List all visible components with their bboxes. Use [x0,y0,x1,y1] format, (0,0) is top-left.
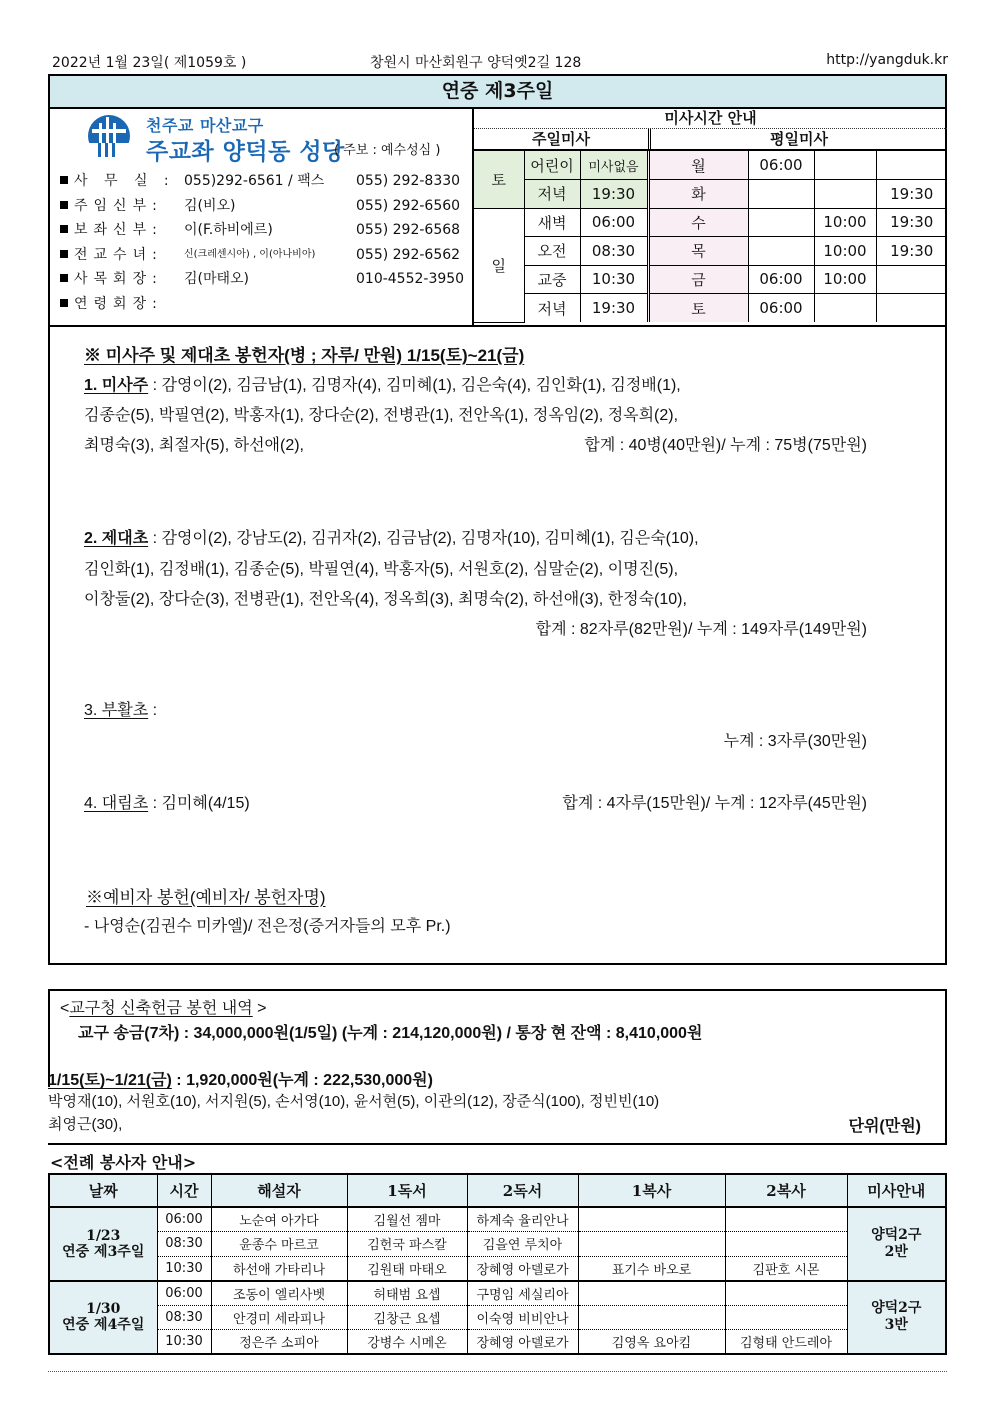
catechumen-line: - 나영순(김권수 미카엘)/ 전은정(증거자들의 모후 Pr.) [84,918,451,935]
mass-name: 어린이 [524,151,580,180]
bottom-divider [48,1371,947,1372]
bullet-icon [60,274,68,282]
period-label: 1/15(토)~1/21(금) [48,1072,172,1089]
server2-cell: 김판호 시몬 [725,1256,847,1281]
wine-donors-line: 김종순(5), 박필연(2), 박홍자(1), 장다순(2), 전병관(1), 전안옥(1), 정옥임(2), 정옥희(2), [84,407,679,424]
issue-date: 2022년 1월 23일( 제1059호 ) [52,55,247,71]
donations-section [50,325,945,935]
period-offering [48,1067,433,1090]
mass-time: 08:30 [580,237,648,266]
candle-donors: : 감영이(2), 강남도(2), 김귀자(2), 김금남(2), 김명자(10), 김미혜(1), 김은숙(10), [148,530,699,547]
weekday-time [876,294,947,323]
mass-row [474,180,947,209]
weekday-time: 10:00 [814,208,876,237]
weekday-label: 수 [648,208,748,237]
date-line: 1/23 [86,1227,121,1244]
mass-name: 교중 [524,265,580,294]
page-title: 연중 제3주일 [50,76,945,109]
mass-name: 새벽 [524,208,580,237]
parish-info [50,109,474,325]
bullet-icon [60,201,68,209]
reading1-cell: 김헌국 파스칼 [347,1232,467,1257]
sunday-mass-header: 주일미사 [474,129,651,149]
mass-time: 19:30 [580,180,648,209]
reading2-cell: 하계숙 율리안나 [467,1207,578,1232]
diocese-remit: 교구 송금(7차) : 34,000,000원(1/5일) (누계 : 214,120,000원) / 통장 현 잔액 : 8,410,000원 [78,1025,703,1042]
weekday-time: 10:00 [814,265,876,294]
mass-schedule-title: 미사시간 안내 [474,109,947,129]
reading2-cell: 장혜영 아델로가 [467,1256,578,1281]
table-row [49,1207,946,1232]
guide-line: 2반 [884,1243,908,1260]
sunday-label: 일 [474,208,524,322]
server1-cell: 김영옥 요아킴 [578,1330,725,1355]
server1-cell: 표기수 바오로 [578,1256,725,1281]
weekday-time [814,151,876,180]
staff-row: 연령회장: [60,292,470,317]
bullet-icon [60,250,68,258]
church-address: 창원시 마산회원구 양덕옛2길 128 [370,55,582,71]
saturday-label: 토 [474,151,524,208]
time-cell: 06:00 [157,1281,211,1306]
date-line: 연중 제3주일 [62,1243,145,1260]
server2-cell [725,1281,847,1306]
unit-label: 단위(만원) [848,1118,921,1135]
col-server2: 2복사 [725,1174,847,1207]
bullet-icon [60,176,68,184]
table-row [49,1232,946,1257]
server1-cell [578,1305,725,1330]
reading1-cell: 김원태 마태오 [347,1256,467,1281]
commentator-cell: 노순여 아가다 [211,1207,347,1232]
mass-time: 19:30 [580,294,648,323]
server1-cell [578,1207,725,1232]
server2-cell [725,1207,847,1232]
diocese-offering-box [48,989,947,1145]
mass-row [474,294,947,323]
mass-name: 저녁 [524,294,580,323]
mass-schedule-subheader [474,129,947,151]
weekday-label: 목 [648,237,748,266]
commentator-cell: 정은주 소피아 [211,1330,347,1355]
weekday-time [748,180,814,209]
weekday-time [876,265,947,294]
mass-guide-cell [847,1207,946,1281]
bullet-icon [60,299,68,307]
mass-row [474,208,947,237]
parish-name: 주교좌 양덕동 성당 [146,139,345,165]
weekday-label: 금 [648,265,748,294]
mass-row [474,151,947,180]
guide-line: 양덕2구 [871,1300,922,1317]
paschal-donors: : [148,702,158,719]
period-amount: : 1,920,000원(누계 : 222,530,000원) [171,1072,433,1089]
wine-donors: : 감영이(2), 김금남(1), 김명자(4), 김미혜(1), 김은숙(4), 김인화(1), 김정배(1), [148,377,681,394]
time-cell: 06:00 [157,1207,211,1232]
guide-line: 3반 [884,1317,908,1334]
main-box [48,74,947,965]
reading1-cell: 김창근 요셉 [347,1305,467,1330]
col-reading2: 2독서 [467,1174,578,1207]
bulletin-header [52,50,948,72]
staff-row: 사 무 실 : 055)292-6561 / 팩스 055) 292-8330 [60,169,470,194]
wine-total: 합계 : 40병(40만원)/ 누계 : 75병(75만원) [584,437,867,454]
weekday-time: 06:00 [748,151,814,180]
diocese-name: 천주교 마산교구 [146,116,264,135]
col-server1: 1복사 [578,1174,725,1207]
mass-guide-cell [847,1281,946,1355]
church-cross-logo-icon [86,113,132,159]
candle-donors-line: 김인화(1), 김정배(1), 김종순(5), 박필연(4), 박홍자(5), 서원호(2), 심말순(2), 이명진(5), [84,561,679,578]
server2-cell [725,1232,847,1257]
staff-row: 사목회장: 김(마태오) 010-4552-3950 [60,267,470,292]
weekday-time [748,208,814,237]
offering-donors: 박영재(10), 서원호(10), 서지원(5), 손서영(10), 윤서현(5), 이관의(12), 장준식(100), 정빈빈(10) [48,1093,660,1110]
mass-time-table [474,151,947,323]
table-row [49,1330,946,1355]
staff-row: 보좌신부: 이(F.하비에르) 055) 292-6568 [60,218,470,243]
col-time: 시간 [157,1174,211,1207]
advent-donors: : 김미혜(4/15) [148,795,250,812]
reading1-cell: 강병수 시메온 [347,1330,467,1355]
reading1-cell: 허태범 요셉 [347,1281,467,1306]
weekday-time: 06:00 [748,265,814,294]
commentator-cell: 조동이 엘리사벳 [211,1281,347,1306]
weekday-label: 화 [648,180,748,209]
mass-time: 10:30 [580,265,648,294]
mass-name: 오전 [524,237,580,266]
donations-heading: ※ 미사주 및 제대초 봉헌자(병 ; 자루/ 만원) 1/15(토)~21(금) [84,346,525,365]
mass-schedule [474,109,947,325]
reading1-cell: 김월선 젬마 [347,1207,467,1232]
advent-total: 합계 : 4자루(15만원)/ 누계 : 12자루(45만원) [562,795,867,812]
commentator-cell: 안경미 세라피나 [211,1305,347,1330]
mass-time: 미사없음 [580,151,648,180]
date-line: 1/30 [86,1301,121,1318]
ministers-table [48,1173,947,1355]
weekday-time [748,237,814,266]
col-date: 날짜 [49,1174,157,1207]
time-cell: 10:30 [157,1256,211,1281]
weekday-time [814,294,876,323]
time-cell: 10:30 [157,1330,211,1355]
paschal-label: 3. 부활초 [84,702,149,719]
heading-text: 교구청 신축헌금 봉헌 내역 [69,1000,253,1017]
wine-label: 1. 미사주 [84,377,149,394]
candle-donors-line [84,525,699,548]
mass-name: 저녁 [524,180,580,209]
commentator-cell: 하선애 가타리나 [211,1256,347,1281]
date-cell [49,1281,157,1355]
server1-cell [578,1232,725,1257]
weekday-label: 토 [648,294,748,323]
advent-label: 4. 대림초 [84,795,149,812]
mass-time: 06:00 [580,208,648,237]
mass-row [474,237,947,266]
weekday-time: 10:00 [814,237,876,266]
website-link[interactable]: http://yangduk.kr [826,52,948,68]
reading2-cell: 구명임 세실리아 [467,1281,578,1306]
candle-donors-line: 이창둘(2), 장다순(3), 전병관(1), 전안옥(4), 정옥희(3), 최명숙(2), 하선애(3), 한정숙(10), [84,591,687,608]
heading-suffix: > [252,1000,267,1017]
weekday-label: 월 [648,151,748,180]
candle-label: 2. 제대초 [84,530,149,547]
bulletin-subtitle: ( 주보 : 예수성심 ) [334,143,441,158]
date-cell [49,1207,157,1281]
reading2-cell: 이숙영 비비안나 [467,1305,578,1330]
weekday-time [814,180,876,209]
weekday-time: 19:30 [876,180,947,209]
advent-candle-line [84,790,250,813]
staff-list [60,169,470,316]
col-mass-guide: 미사안내 [847,1174,946,1207]
offering-heading [60,995,267,1018]
weekday-time: 19:30 [876,208,947,237]
paschal-total: 누계 : 3자루(30만원) [723,733,867,750]
server2-cell: 김형태 안드레아 [725,1330,847,1355]
commentator-cell: 윤종수 마르코 [211,1232,347,1257]
offering-donors: 최영근(30), [48,1116,123,1133]
weekday-mass-header: 평일미사 [770,130,828,148]
wine-donors-line [84,372,681,395]
time-cell: 08:30 [157,1232,211,1257]
candle-total: 합계 : 82자루(82만원)/ 누계 : 149자루(149만원) [535,621,867,638]
server2-cell [725,1305,847,1330]
weekday-time: 06:00 [748,294,814,323]
staff-row: 주임신부: 김(비오) 055) 292-6560 [60,194,470,219]
heading-prefix: < [60,1000,70,1017]
table-row [49,1305,946,1330]
table-row [49,1281,946,1306]
weekday-time: 19:30 [876,237,947,266]
col-commentator: 해설자 [211,1174,347,1207]
staff-row: 전교수녀: 신(크레센시아) , 이(아나비아) 055) 292-6562 [60,243,470,268]
ministers-header-row [49,1174,946,1207]
reading2-cell: 장혜영 아델로가 [467,1330,578,1355]
catechumen-heading: ※예비자 봉헌(예비자/ 봉헌자명) [86,888,326,907]
reading2-cell: 김을연 루치아 [467,1232,578,1257]
col-reading1: 1독서 [347,1174,467,1207]
table-row [49,1256,946,1281]
mass-row [474,265,947,294]
bullet-icon [60,225,68,233]
time-cell: 08:30 [157,1305,211,1330]
ministers-title: <전례 봉사자 안내> [50,1153,197,1172]
date-line: 연중 제4주일 [62,1317,145,1334]
wine-donors-line: 최명숙(3), 최절자(5), 하선애(2), [84,437,304,454]
paschal-candle-line [84,697,157,720]
weekday-time [876,151,947,180]
server1-cell [578,1281,725,1306]
guide-line: 양덕2구 [871,1226,922,1243]
